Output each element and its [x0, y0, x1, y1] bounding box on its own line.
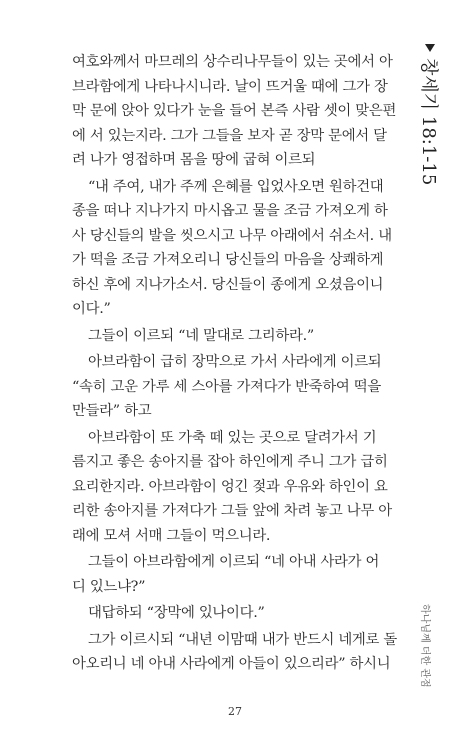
chapter-reference-text: 창세기 18:1-15 — [418, 58, 439, 186]
text-line: 그가 이르시되 “내년 이맘때 내가 반드시 네게로 돌 — [88, 631, 398, 648]
book-title: 하나님께 더한 관점 — [419, 604, 430, 688]
text-line: 하신 후에 지나가소서. 당신들이 종에게 오셨음이니 — [72, 276, 384, 293]
triangle-marker-icon — [425, 44, 435, 52]
text-line: 요리한지라. 아브라함이 엉긴 젖과 우유와 하인이 요 — [72, 478, 388, 495]
text-line: 사 당신들의 발을 씻으시고 나무 아래에서 쉬소서. 내 — [72, 227, 392, 244]
text-line: 대답하되 “장막에 있나이다.” — [88, 605, 265, 621]
text-line: 만들라” 하고 — [72, 403, 152, 419]
scripture-text — [72, 50, 398, 677]
page-number: 27 — [228, 705, 242, 718]
text-line: 아오리니 네 아내 사라에게 아들이 있으리라” 하시니 — [72, 656, 391, 672]
text-line: 막 문에 앉아 있다가 눈을 들어 본즉 사람 셋이 맞은편 — [72, 103, 397, 119]
text-line: 그들이 아브라함에게 이르되 “네 아내 사라가 어 — [88, 554, 380, 570]
text-line: 려 나가 영접하며 몸을 땅에 굽혀 이르되 — [72, 152, 316, 168]
text-line: “내 주여, 내가 주께 은혜를 입었사오면 원하건대 — [88, 178, 384, 195]
text-line: 이다.” — [72, 301, 111, 317]
text-line: 브라함에게 나타나시니라. 날이 뜨거울 때에 그가 장 — [72, 78, 388, 95]
text-line: 가 떡을 조금 가져오리니 당신들의 마음을 상쾌하게 — [72, 252, 384, 268]
text-line: “속히 고운 가루 세 스아를 가져다가 반죽하여 떡을 — [72, 378, 382, 395]
text-line: 리한 송아지를 가져다가 그들 앞에 차려 놓고 나무 아 — [72, 503, 392, 519]
text-line: 아브라함이 또 가축 떼 있는 곳으로 달려가서 기 — [88, 429, 377, 446]
text-line: 디 있느냐?” — [72, 578, 146, 595]
text-line: 여호와께서 마므레의 상수리나무들이 있는 곳에서 아 — [72, 54, 393, 70]
chapter-reference — [413, 44, 443, 244]
text-line: 종을 떠나 지나가지 마시옵고 물을 조금 가져오게 하 — [72, 203, 388, 219]
text-line: 그들이 이르되 “네 말대로 그리하라.” — [88, 327, 314, 344]
text-line: 아브라함이 급히 장막으로 가서 사라에게 이르되 — [88, 354, 382, 370]
text-line: 래에 모셔 서매 그들이 먹으니라. — [72, 527, 271, 544]
text-line: 에 서 있는지라. 그가 그들을 보자 곧 장막 문에서 달 — [72, 127, 387, 144]
text-line: 름지고 좋은 송아지를 잡아 하인에게 주니 그가 급히 — [72, 454, 388, 470]
